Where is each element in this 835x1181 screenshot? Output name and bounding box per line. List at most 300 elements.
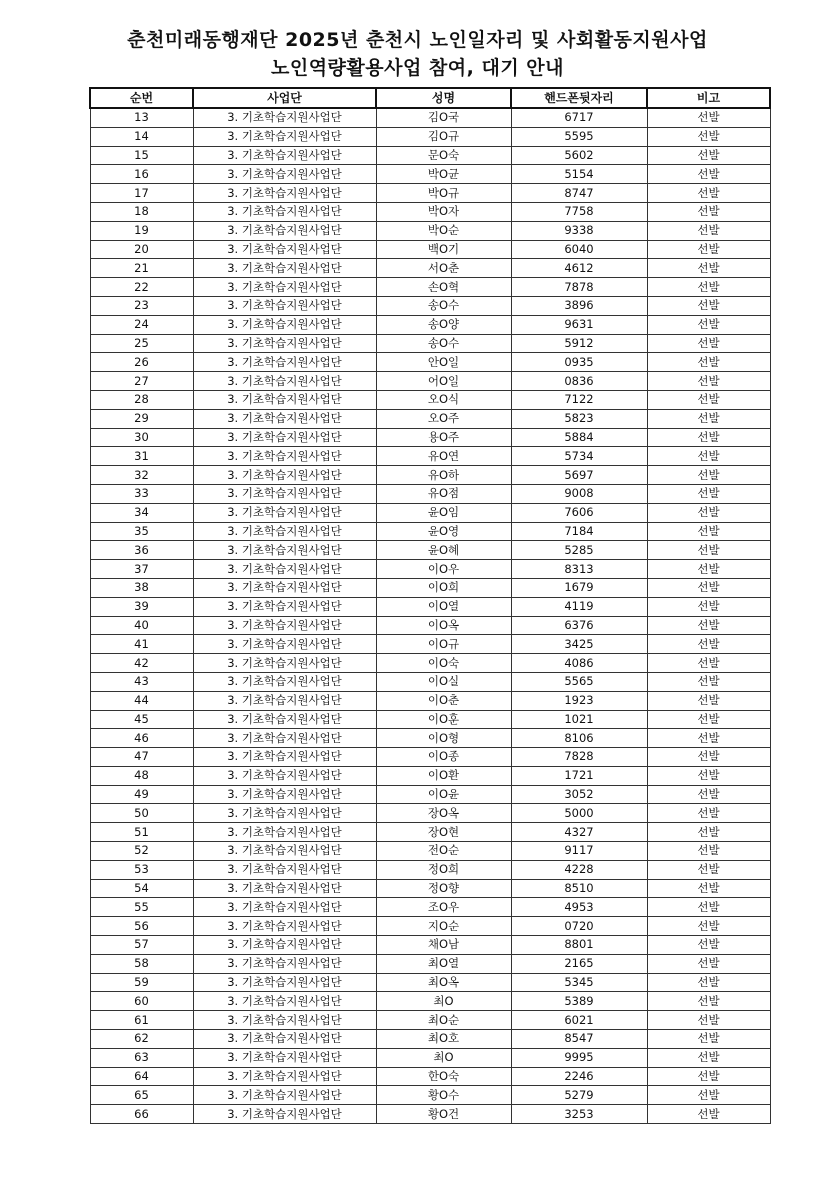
table-row [90, 127, 770, 146]
cell-remark: 선발 [647, 503, 770, 522]
cell-phone-last-digits: 2165 [511, 954, 647, 973]
cell-program: 3. 기초학습지원사업단 [193, 390, 376, 409]
table-row [90, 221, 770, 240]
cell-phone-last-digits: 1679 [511, 578, 647, 597]
cell-remark: 선발 [647, 954, 770, 973]
cell-program: 3. 기초학습지원사업단 [193, 315, 376, 334]
cell-name: 윤O임 [376, 503, 511, 522]
cell-number: 54 [90, 879, 193, 898]
cell-program: 3. 기초학습지원사업단 [193, 879, 376, 898]
cell-remark: 선발 [647, 635, 770, 654]
cell-name: 정O향 [376, 879, 511, 898]
cell-remark: 선발 [647, 1048, 770, 1067]
cell-name: 지O순 [376, 917, 511, 936]
cell-number: 42 [90, 654, 193, 673]
cell-remark: 선발 [647, 372, 770, 391]
cell-number: 22 [90, 278, 193, 297]
cell-name: 윤O혜 [376, 541, 511, 560]
cell-number: 50 [90, 804, 193, 823]
cell-remark: 선발 [647, 466, 770, 485]
cell-number: 26 [90, 353, 193, 372]
cell-program: 3. 기초학습지원사업단 [193, 936, 376, 955]
cell-phone-last-digits: 5595 [511, 127, 647, 146]
cell-program: 3. 기초학습지원사업단 [193, 1105, 376, 1124]
header-number: 순번 [90, 88, 193, 108]
table-row [90, 315, 770, 334]
cell-phone-last-digits: 8801 [511, 936, 647, 955]
cell-program: 3. 기초학습지원사업단 [193, 973, 376, 992]
cell-remark: 선발 [647, 541, 770, 560]
cell-program: 3. 기초학습지원사업단 [193, 165, 376, 184]
cell-name: 손O혁 [376, 278, 511, 297]
cell-program: 3. 기초학습지원사업단 [193, 842, 376, 861]
cell-name: 정O희 [376, 860, 511, 879]
cell-name: 최O [376, 1048, 511, 1067]
table-row [90, 165, 770, 184]
cell-remark: 선발 [647, 578, 770, 597]
table-row [90, 879, 770, 898]
table-row [90, 635, 770, 654]
cell-name: 채O남 [376, 936, 511, 955]
cell-remark: 선발 [647, 315, 770, 334]
cell-program: 3. 기초학습지원사업단 [193, 748, 376, 767]
cell-name: 송O수 [376, 296, 511, 315]
table-row [90, 1086, 770, 1105]
table-row [90, 729, 770, 748]
cell-remark: 선발 [647, 1067, 770, 1086]
cell-phone-last-digits: 0935 [511, 353, 647, 372]
table-row [90, 1067, 770, 1086]
cell-number: 61 [90, 1011, 193, 1030]
table-row [90, 503, 770, 522]
table-row [90, 541, 770, 560]
cell-phone-last-digits: 9117 [511, 842, 647, 861]
cell-phone-last-digits: 7878 [511, 278, 647, 297]
cell-program: 3. 기초학습지원사업단 [193, 409, 376, 428]
cell-program: 3. 기초학습지원사업단 [193, 597, 376, 616]
cell-remark: 선발 [647, 672, 770, 691]
header-row [90, 88, 770, 108]
cell-name: 이O환 [376, 766, 511, 785]
cell-name: 최O [376, 992, 511, 1011]
cell-remark: 선발 [647, 597, 770, 616]
cell-phone-last-digits: 7606 [511, 503, 647, 522]
cell-number: 34 [90, 503, 193, 522]
table-row [90, 973, 770, 992]
cell-name: 이O희 [376, 578, 511, 597]
cell-number: 31 [90, 447, 193, 466]
cell-phone-last-digits: 8106 [511, 729, 647, 748]
table-row [90, 259, 770, 278]
table-row [90, 202, 770, 221]
table-row [90, 842, 770, 861]
cell-program: 3. 기초학습지원사업단 [193, 1048, 376, 1067]
cell-number: 52 [90, 842, 193, 861]
cell-phone-last-digits: 4086 [511, 654, 647, 673]
cell-program: 3. 기초학습지원사업단 [193, 654, 376, 673]
cell-phone-last-digits: 5154 [511, 165, 647, 184]
cell-phone-last-digits: 5734 [511, 447, 647, 466]
cell-phone-last-digits: 5602 [511, 146, 647, 165]
table-row [90, 785, 770, 804]
table-row [90, 466, 770, 485]
cell-phone-last-digits: 5565 [511, 672, 647, 691]
cell-number: 44 [90, 691, 193, 710]
cell-program: 3. 기초학습지원사업단 [193, 296, 376, 315]
cell-name: 이O옥 [376, 616, 511, 635]
cell-program: 3. 기초학습지원사업단 [193, 635, 376, 654]
cell-phone-last-digits: 5697 [511, 466, 647, 485]
table-row [90, 748, 770, 767]
cell-phone-last-digits: 3052 [511, 785, 647, 804]
cell-program: 3. 기초학습지원사업단 [193, 278, 376, 297]
table-row [90, 409, 770, 428]
cell-program: 3. 기초학습지원사업단 [193, 184, 376, 203]
cell-remark: 선발 [647, 221, 770, 240]
cell-program: 3. 기초학습지원사업단 [193, 560, 376, 579]
cell-program: 3. 기초학습지원사업단 [193, 484, 376, 503]
cell-name: 이O규 [376, 635, 511, 654]
cell-program: 3. 기초학습지원사업단 [193, 898, 376, 917]
cell-name: 황O건 [376, 1105, 511, 1124]
cell-remark: 선발 [647, 654, 770, 673]
cell-number: 25 [90, 334, 193, 353]
cell-program: 3. 기초학습지원사업단 [193, 522, 376, 541]
cell-name: 황O수 [376, 1086, 511, 1105]
cell-program: 3. 기초학습지원사업단 [193, 372, 376, 391]
cell-remark: 선발 [647, 785, 770, 804]
cell-phone-last-digits: 5000 [511, 804, 647, 823]
cell-program: 3. 기초학습지원사업단 [193, 1030, 376, 1049]
cell-phone-last-digits: 4612 [511, 259, 647, 278]
cell-remark: 선발 [647, 691, 770, 710]
cell-phone-last-digits: 9995 [511, 1048, 647, 1067]
cell-phone-last-digits: 9008 [511, 484, 647, 503]
cell-name: 송O수 [376, 334, 511, 353]
cell-phone-last-digits: 1923 [511, 691, 647, 710]
cell-remark: 선발 [647, 842, 770, 861]
cell-program: 3. 기초학습지원사업단 [193, 992, 376, 1011]
cell-remark: 선발 [647, 879, 770, 898]
table-row [90, 616, 770, 635]
cell-number: 46 [90, 729, 193, 748]
cell-phone-last-digits: 5823 [511, 409, 647, 428]
cell-phone-last-digits: 3896 [511, 296, 647, 315]
cell-name: 이O우 [376, 560, 511, 579]
cell-number: 29 [90, 409, 193, 428]
cell-program: 3. 기초학습지원사업단 [193, 823, 376, 842]
cell-number: 60 [90, 992, 193, 1011]
cell-name: 백O기 [376, 240, 511, 259]
cell-phone-last-digits: 8313 [511, 560, 647, 579]
cell-phone-last-digits: 6021 [511, 1011, 647, 1030]
table-row [90, 146, 770, 165]
cell-remark: 선발 [647, 1011, 770, 1030]
document-title-line-2: 노인역량활용사업 참여, 대기 안내 [270, 57, 565, 79]
cell-remark: 선발 [647, 710, 770, 729]
cell-name: 윤O영 [376, 522, 511, 541]
cell-name: 박O자 [376, 202, 511, 221]
cell-number: 15 [90, 146, 193, 165]
cell-number: 49 [90, 785, 193, 804]
cell-number: 48 [90, 766, 193, 785]
cell-phone-last-digits: 7184 [511, 522, 647, 541]
cell-program: 3. 기초학습지원사업단 [193, 1086, 376, 1105]
cell-program: 3. 기초학습지원사업단 [193, 691, 376, 710]
cell-number: 38 [90, 578, 193, 597]
cell-program: 3. 기초학습지원사업단 [193, 466, 376, 485]
cell-phone-last-digits: 5345 [511, 973, 647, 992]
table-row [90, 804, 770, 823]
cell-phone-last-digits: 4953 [511, 898, 647, 917]
cell-name: 박O순 [376, 221, 511, 240]
cell-program: 3. 기초학습지원사업단 [193, 428, 376, 447]
cell-remark: 선발 [647, 240, 770, 259]
cell-name: 최O옥 [376, 973, 511, 992]
cell-phone-last-digits: 9631 [511, 315, 647, 334]
cell-number: 58 [90, 954, 193, 973]
cell-remark: 선발 [647, 560, 770, 579]
table-row [90, 522, 770, 541]
cell-remark: 선발 [647, 898, 770, 917]
cell-number: 59 [90, 973, 193, 992]
cell-name: 이O춘 [376, 691, 511, 710]
cell-number: 27 [90, 372, 193, 391]
cell-name: 유O점 [376, 484, 511, 503]
cell-remark: 선발 [647, 804, 770, 823]
cell-name: 장O현 [376, 823, 511, 842]
table-row [90, 898, 770, 917]
cell-program: 3. 기초학습지원사업단 [193, 503, 376, 522]
cell-name: 장O옥 [376, 804, 511, 823]
cell-phone-last-digits: 1721 [511, 766, 647, 785]
cell-number: 62 [90, 1030, 193, 1049]
cell-remark: 선발 [647, 447, 770, 466]
cell-program: 3. 기초학습지원사업단 [193, 766, 376, 785]
cell-phone-last-digits: 0720 [511, 917, 647, 936]
table-row [90, 654, 770, 673]
cell-phone-last-digits: 7122 [511, 390, 647, 409]
cell-name: 조O우 [376, 898, 511, 917]
cell-name: 오O식 [376, 390, 511, 409]
cell-name: 오O주 [376, 409, 511, 428]
cell-number: 28 [90, 390, 193, 409]
table-row [90, 597, 770, 616]
header-remark: 비고 [647, 88, 770, 108]
cell-remark: 선발 [647, 278, 770, 297]
cell-name: 이O종 [376, 748, 511, 767]
cell-program: 3. 기초학습지원사업단 [193, 541, 376, 560]
cell-remark: 선발 [647, 936, 770, 955]
cell-remark: 선발 [647, 992, 770, 1011]
cell-number: 24 [90, 315, 193, 334]
cell-program: 3. 기초학습지원사업단 [193, 127, 376, 146]
table-row [90, 954, 770, 973]
cell-name: 용O주 [376, 428, 511, 447]
table-row [90, 1105, 770, 1124]
cell-program: 3. 기초학습지원사업단 [193, 1067, 376, 1086]
cell-number: 13 [90, 108, 193, 127]
table-row [90, 917, 770, 936]
cell-number: 45 [90, 710, 193, 729]
cell-number: 64 [90, 1067, 193, 1086]
header-name: 성명 [376, 88, 511, 108]
cell-phone-last-digits: 8547 [511, 1030, 647, 1049]
table-row [90, 992, 770, 1011]
cell-number: 17 [90, 184, 193, 203]
cell-name: 서O춘 [376, 259, 511, 278]
cell-name: 박O균 [376, 165, 511, 184]
table-row [90, 240, 770, 259]
cell-remark: 선발 [647, 522, 770, 541]
cell-name: 이O열 [376, 597, 511, 616]
cell-number: 21 [90, 259, 193, 278]
cell-program: 3. 기초학습지원사업단 [193, 259, 376, 278]
cell-remark: 선발 [647, 390, 770, 409]
cell-remark: 선발 [647, 296, 770, 315]
cell-program: 3. 기초학습지원사업단 [193, 804, 376, 823]
cell-remark: 선발 [647, 1086, 770, 1105]
cell-number: 41 [90, 635, 193, 654]
cell-name: 최O호 [376, 1030, 511, 1049]
cell-number: 66 [90, 1105, 193, 1124]
cell-remark: 선발 [647, 1105, 770, 1124]
cell-number: 57 [90, 936, 193, 955]
table-row [90, 390, 770, 409]
cell-program: 3. 기초학습지원사업단 [193, 672, 376, 691]
cell-number: 37 [90, 560, 193, 579]
cell-name: 최O순 [376, 1011, 511, 1030]
cell-number: 56 [90, 917, 193, 936]
cell-phone-last-digits: 3425 [511, 635, 647, 654]
cell-phone-last-digits: 8747 [511, 184, 647, 203]
cell-name: 안O일 [376, 353, 511, 372]
cell-program: 3. 기초학습지원사업단 [193, 578, 376, 597]
table-row [90, 447, 770, 466]
cell-phone-last-digits: 7758 [511, 202, 647, 221]
cell-program: 3. 기초학습지원사업단 [193, 954, 376, 973]
cell-phone-last-digits: 8510 [511, 879, 647, 898]
cell-phone-last-digits: 4119 [511, 597, 647, 616]
cell-program: 3. 기초학습지원사업단 [193, 202, 376, 221]
cell-phone-last-digits: 7828 [511, 748, 647, 767]
cell-number: 32 [90, 466, 193, 485]
cell-number: 51 [90, 823, 193, 842]
cell-remark: 선발 [647, 1030, 770, 1049]
cell-number: 14 [90, 127, 193, 146]
table-row [90, 334, 770, 353]
table-row [90, 428, 770, 447]
cell-remark: 선발 [647, 184, 770, 203]
table-row [90, 184, 770, 203]
cell-program: 3. 기초학습지원사업단 [193, 616, 376, 635]
table-row [90, 710, 770, 729]
table-row [90, 1011, 770, 1030]
cell-number: 39 [90, 597, 193, 616]
cell-program: 3. 기초학습지원사업단 [193, 221, 376, 240]
cell-program: 3. 기초학습지원사업단 [193, 353, 376, 372]
cell-remark: 선발 [647, 729, 770, 748]
table-row [90, 860, 770, 879]
cell-remark: 선발 [647, 484, 770, 503]
cell-name: 한O숙 [376, 1067, 511, 1086]
cell-program: 3. 기초학습지원사업단 [193, 785, 376, 804]
cell-remark: 선발 [647, 259, 770, 278]
cell-name: 어O일 [376, 372, 511, 391]
table-row [90, 823, 770, 842]
document-title-line-1: 춘천미래동행재단 2025년 춘천시 노인일자리 및 사회활동지원사업 [127, 29, 708, 51]
table-row [90, 296, 770, 315]
cell-phone-last-digits: 5389 [511, 992, 647, 1011]
cell-name: 유O연 [376, 447, 511, 466]
participant-table [89, 87, 771, 1124]
cell-phone-last-digits: 9338 [511, 221, 647, 240]
cell-program: 3. 기초학습지원사업단 [193, 1011, 376, 1030]
cell-remark: 선발 [647, 334, 770, 353]
cell-remark: 선발 [647, 748, 770, 767]
cell-phone-last-digits: 5884 [511, 428, 647, 447]
cell-phone-last-digits: 6717 [511, 108, 647, 127]
cell-phone-last-digits: 6376 [511, 616, 647, 635]
cell-remark: 선발 [647, 353, 770, 372]
cell-phone-last-digits: 6040 [511, 240, 647, 259]
cell-remark: 선발 [647, 860, 770, 879]
cell-phone-last-digits: 3253 [511, 1105, 647, 1124]
cell-program: 3. 기초학습지원사업단 [193, 146, 376, 165]
cell-number: 30 [90, 428, 193, 447]
cell-number: 23 [90, 296, 193, 315]
cell-phone-last-digits: 4327 [511, 823, 647, 842]
table-row [90, 672, 770, 691]
cell-program: 3. 기초학습지원사업단 [193, 334, 376, 353]
cell-name: 유O하 [376, 466, 511, 485]
cell-number: 20 [90, 240, 193, 259]
header-program: 사업단 [193, 88, 376, 108]
cell-name: 이O훈 [376, 710, 511, 729]
cell-number: 16 [90, 165, 193, 184]
cell-number: 33 [90, 484, 193, 503]
cell-remark: 선발 [647, 973, 770, 992]
table-row [90, 372, 770, 391]
cell-name: 송O양 [376, 315, 511, 334]
cell-remark: 선발 [647, 202, 770, 221]
table-row [90, 484, 770, 503]
cell-number: 18 [90, 202, 193, 221]
cell-name: 이O형 [376, 729, 511, 748]
cell-name: 전O순 [376, 842, 511, 861]
cell-remark: 선발 [647, 823, 770, 842]
cell-number: 43 [90, 672, 193, 691]
table-row [90, 1030, 770, 1049]
table-row [90, 691, 770, 710]
cell-remark: 선발 [647, 165, 770, 184]
cell-phone-last-digits: 5912 [511, 334, 647, 353]
table-row [90, 560, 770, 579]
cell-phone-last-digits: 2246 [511, 1067, 647, 1086]
table-row [90, 108, 770, 127]
cell-number: 65 [90, 1086, 193, 1105]
cell-number: 40 [90, 616, 193, 635]
cell-number: 53 [90, 860, 193, 879]
cell-name: 김O국 [376, 108, 511, 127]
table-row [90, 766, 770, 785]
cell-number: 36 [90, 541, 193, 560]
table-row [90, 353, 770, 372]
cell-phone-last-digits: 1021 [511, 710, 647, 729]
cell-program: 3. 기초학습지원사업단 [193, 447, 376, 466]
cell-program: 3. 기초학습지원사업단 [193, 860, 376, 879]
cell-number: 47 [90, 748, 193, 767]
